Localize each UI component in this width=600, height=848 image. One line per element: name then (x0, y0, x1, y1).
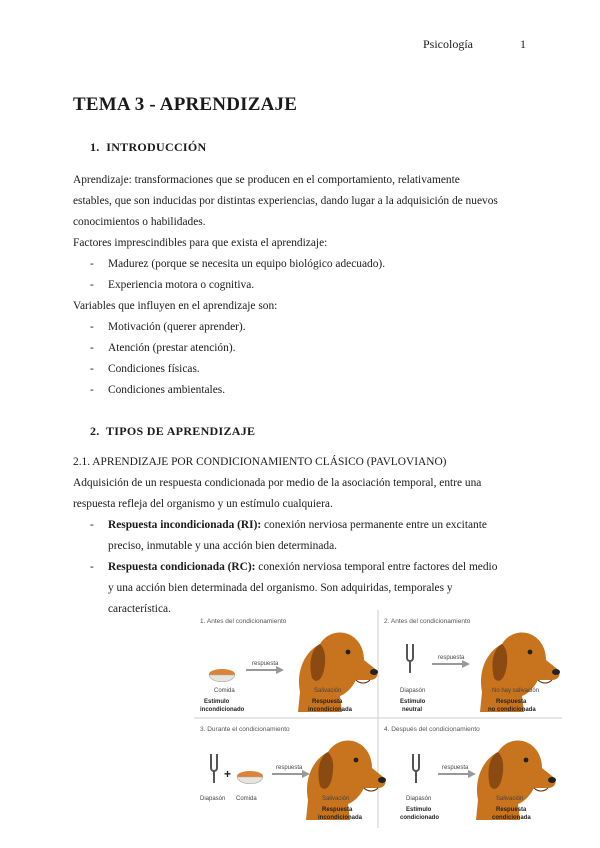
list-item-rc: - Respuesta condicionada (RC): conexión nerviosa temporal entre factores del medio y una acción bien determinada del organismo. Son adquiridas, temporales y característica. (90, 557, 530, 620)
plus-sign: + (224, 767, 232, 781)
panel-3-arrow-label: respuesta (276, 765, 303, 771)
panel-4-right-bold-1: Respuesta (496, 807, 527, 813)
document-title: TEMA 3 - APRENDIZAJE (73, 94, 298, 115)
definition-line-1: Aprendizaje: transformaciones que se producen en el comportamiento, relativamente (73, 174, 460, 186)
subsection-2-1-heading: 2.1. APRENDIZAJE POR CONDICIONAMIENTO CLÁSICO (PAVLOVIANO) (73, 456, 447, 468)
definition-line-3: conocimientos o habilidades. (73, 216, 206, 228)
panel-1-left-bold-2: incondicionado (200, 707, 245, 713)
ri-definition-2: preciso, inmutable y una acción bien determinada. (108, 540, 337, 552)
arrow-icon (272, 770, 310, 778)
food-bowl-icon (209, 669, 235, 682)
panel-3-right-bold-1: Respuesta (322, 807, 353, 813)
panel-2-right-bold-2: no condicionada (488, 707, 536, 713)
panel-4-left-item: Diapasón (406, 796, 432, 802)
tuning-fork-icon (412, 754, 420, 783)
section-1-heading (90, 140, 207, 155)
panel-1 (200, 618, 378, 713)
list-item: - Condiciones físicas. (90, 363, 200, 375)
panel-4-arrow-label: respuesta (442, 765, 469, 771)
panel-4-caption: 4. Después del condicionamiento (384, 726, 480, 733)
classical-conditioning-line-2: respuesta refleja del organismo y un estímulo cualquiera. (73, 498, 333, 510)
ri-definition: conexión nerviosa permanente entre un excitante (261, 519, 487, 531)
panel-3 (200, 726, 386, 821)
panel-3-right-bold-2: incondicionada (318, 815, 363, 821)
panel-2-right-item: No hay salivación (492, 688, 540, 694)
section-1-number: 1. (90, 140, 100, 154)
section-2-number: 2. (90, 424, 100, 438)
panel-4 (384, 726, 556, 821)
rc-definition: conexión nerviosa temporal entre factores del medio (255, 561, 498, 573)
panel-2 (384, 618, 560, 713)
panel-4-left-bold-1: Estímulo (406, 807, 432, 813)
definition-line-2: estables, que son inducidas por distintas experiencias, dando lugar a la adquisición de nuevos (73, 195, 498, 207)
variables-intro: Variables que influyen en el aprendizaje son: (73, 300, 278, 312)
arrow-icon (432, 660, 470, 668)
panel-3-caption: 3. Durante el condicionamiento (200, 726, 290, 733)
panel-4-right-bold-2: condicionada (492, 815, 531, 821)
list-item: - Condiciones ambientales. (90, 384, 226, 396)
list-item-ri: - Respuesta incondicionada (RI): conexión nerviosa permanente entre un excitante preciso, inmutable y una acción bien determinada. (90, 515, 530, 557)
panel-2-left-bold-1: Estímulo (400, 699, 426, 705)
panel-1-caption: 1. Antes del condicionamiento (200, 618, 287, 625)
section-1-title: INTRODUCCIÓN (106, 140, 207, 154)
panel-2-left-item: Diapasón (400, 688, 426, 694)
section-2-title: TIPOS DE APRENDIZAJE (106, 424, 256, 438)
panel-1-right-item: Salivación (314, 688, 342, 694)
panel-2-left-bold-2: neutral (402, 707, 423, 713)
panel-1-left-bold-1: Estímulo (204, 699, 230, 705)
panel-1-right-bold-1: Respuesta (312, 699, 343, 705)
list-item: - Experiencia motora o cognitiva. (90, 279, 255, 291)
rc-term: Respuesta condicionada (RC): (108, 561, 256, 573)
classical-conditioning-line-1: Adquisición de un respuesta condicionada por medio de la asociación temporal, entre una (73, 477, 482, 489)
panel-3-mid-item: Comida (236, 796, 257, 802)
panel-4-right-item: Salivación (496, 796, 524, 802)
rc-definition-3: característica. (108, 603, 171, 615)
panel-1-left-item: Comida (214, 688, 235, 694)
panel-2-right-bold-1: Respuesta (496, 699, 527, 705)
panel-2-caption: 2. Antes del condicionamiento (384, 618, 471, 625)
arrow-icon (246, 666, 284, 674)
panel-3-left-item: Diapasón (200, 796, 226, 802)
arrow-icon (438, 770, 476, 778)
panel-1-arrow-label: respuesta (252, 661, 279, 667)
factors-intro: Factores imprescindibles para que exista el aprendizaje: (73, 237, 328, 249)
section-2-heading (90, 424, 255, 439)
panel-4-left-bold-2: condicionado (400, 815, 439, 821)
panel-3-right-item: Salivación (322, 796, 350, 802)
pavlov-conditioning-figure (194, 610, 562, 828)
food-bowl-icon (237, 771, 263, 784)
panel-2-arrow-label: respuesta (438, 655, 465, 661)
list-item: - Madurez (porque se necesita un equipo biológico adecuado). (90, 258, 386, 270)
page-number: 1 (520, 37, 526, 51)
ri-term: Respuesta incondicionada (RI): (108, 519, 262, 531)
running-header-subject: Psicología (423, 37, 473, 51)
rc-definition-2: y una acción bien determinada del organismo. Son adquiridas, temporales y (108, 582, 453, 594)
panel-1-right-bold-2: incondicionada (308, 707, 353, 713)
tuning-fork-icon (406, 644, 414, 673)
tuning-fork-icon (210, 754, 218, 783)
list-item: - Atención (prestar atención). (90, 342, 236, 354)
list-item: - Motivación (querer aprender). (90, 321, 246, 333)
